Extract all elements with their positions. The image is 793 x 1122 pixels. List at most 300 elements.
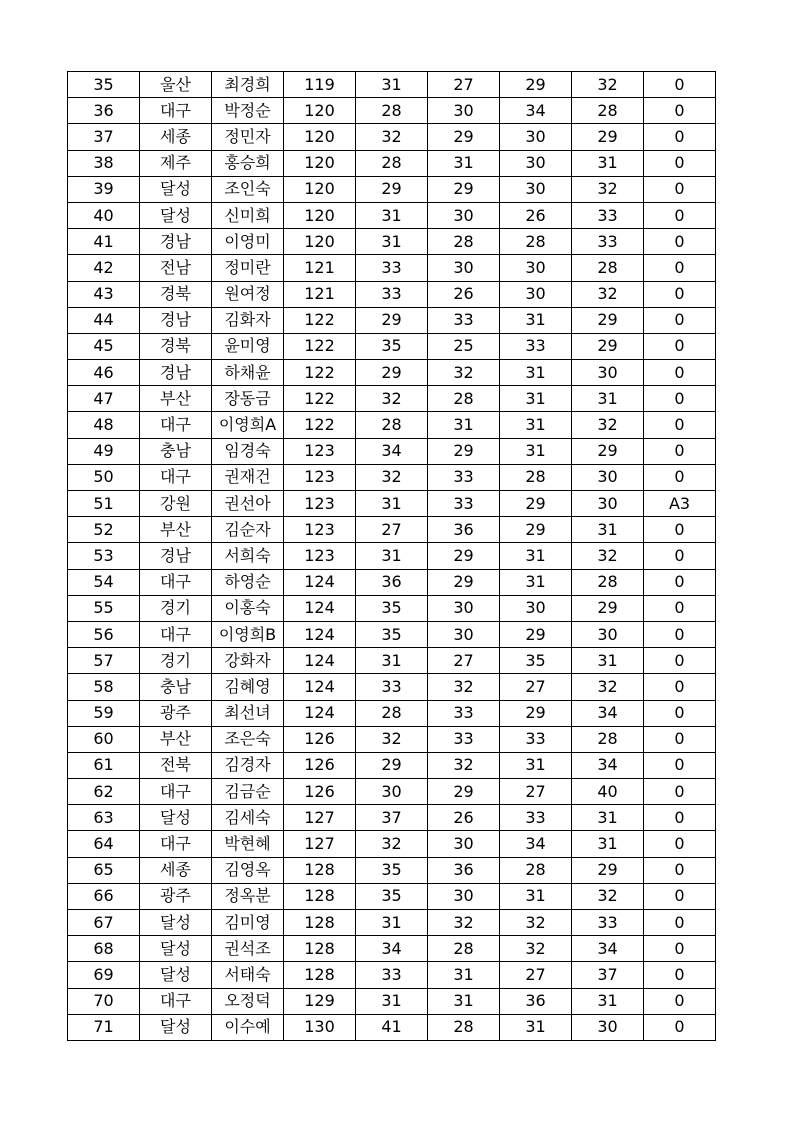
round-2-score-cell: 36 [428,517,500,543]
round-2-score-cell: 36 [428,857,500,883]
region-cell: 대구 [140,988,212,1014]
round-3-score-cell: 30 [500,124,572,150]
round-3-score-cell: 34 [500,831,572,857]
round-1-score-cell: 28 [356,150,428,176]
rank-cell: 42 [68,255,140,281]
round-3-score-cell: 31 [500,569,572,595]
round-1-score-cell: 33 [356,255,428,281]
region-cell: 경남 [140,307,212,333]
rank-cell: 39 [68,176,140,202]
round-2-score-cell: 30 [428,621,500,647]
note-cell: 0 [644,674,716,700]
total-score-cell: 122 [284,333,356,359]
note-cell: 0 [644,412,716,438]
region-cell: 경기 [140,595,212,621]
note-cell: 0 [644,936,716,962]
round-4-score-cell: 29 [572,124,644,150]
note-cell: 0 [644,202,716,228]
round-3-score-cell: 27 [500,779,572,805]
note-cell: 0 [644,595,716,621]
round-2-score-cell: 26 [428,805,500,831]
note-cell: 0 [644,281,716,307]
round-2-score-cell: 29 [428,124,500,150]
rank-cell: 43 [68,281,140,307]
note-cell: 0 [644,98,716,124]
round-4-score-cell: 33 [572,202,644,228]
region-cell: 경남 [140,360,212,386]
region-cell: 경북 [140,281,212,307]
region-cell: 전북 [140,752,212,778]
name-cell: 조은숙 [212,726,284,752]
round-1-score-cell: 32 [356,464,428,490]
table-row [68,883,716,909]
round-2-score-cell: 27 [428,648,500,674]
rank-cell: 56 [68,621,140,647]
round-1-score-cell: 34 [356,438,428,464]
round-4-score-cell: 31 [572,648,644,674]
rank-cell: 41 [68,229,140,255]
round-4-score-cell: 31 [572,150,644,176]
total-score-cell: 122 [284,386,356,412]
table-row [68,150,716,176]
round-2-score-cell: 25 [428,333,500,359]
name-cell: 하영순 [212,569,284,595]
name-cell: 권재건 [212,464,284,490]
rank-cell: 35 [68,72,140,98]
rank-cell: 52 [68,517,140,543]
name-cell: 최선녀 [212,700,284,726]
name-cell: 서태숙 [212,962,284,988]
rank-cell: 49 [68,438,140,464]
name-cell: 김혜영 [212,674,284,700]
total-score-cell: 124 [284,648,356,674]
round-3-score-cell: 31 [500,543,572,569]
rank-cell: 68 [68,936,140,962]
round-2-score-cell: 30 [428,595,500,621]
round-4-score-cell: 31 [572,831,644,857]
total-score-cell: 124 [284,700,356,726]
table-row [68,255,716,281]
round-3-score-cell: 31 [500,412,572,438]
table-row [68,491,716,517]
region-cell: 대구 [140,98,212,124]
total-score-cell: 120 [284,176,356,202]
round-3-score-cell: 35 [500,648,572,674]
round-1-score-cell: 29 [356,307,428,333]
total-score-cell: 129 [284,988,356,1014]
round-2-score-cell: 29 [428,543,500,569]
table-row [68,333,716,359]
round-3-score-cell: 31 [500,438,572,464]
table-row [68,674,716,700]
round-1-score-cell: 27 [356,517,428,543]
name-cell: 하채윤 [212,360,284,386]
note-cell: 0 [644,621,716,647]
name-cell: 정민자 [212,124,284,150]
round-1-score-cell: 35 [356,857,428,883]
round-3-score-cell: 30 [500,595,572,621]
total-score-cell: 122 [284,307,356,333]
round-2-score-cell: 30 [428,255,500,281]
note-cell: 0 [644,910,716,936]
note-cell: 0 [644,464,716,490]
round-4-score-cell: 31 [572,517,644,543]
round-2-score-cell: 31 [428,150,500,176]
round-2-score-cell: 28 [428,229,500,255]
round-4-score-cell: 32 [572,281,644,307]
round-2-score-cell: 29 [428,438,500,464]
name-cell: 강화자 [212,648,284,674]
name-cell: 정옥분 [212,883,284,909]
round-3-score-cell: 33 [500,333,572,359]
total-score-cell: 127 [284,805,356,831]
round-4-score-cell: 29 [572,438,644,464]
round-1-score-cell: 33 [356,281,428,307]
note-cell: 0 [644,805,716,831]
rank-cell: 40 [68,202,140,228]
total-score-cell: 123 [284,543,356,569]
table-row [68,936,716,962]
rank-cell: 62 [68,779,140,805]
region-cell: 대구 [140,621,212,647]
total-score-cell: 127 [284,831,356,857]
table-row [68,700,716,726]
name-cell: 김미영 [212,910,284,936]
rank-cell: 61 [68,752,140,778]
total-score-cell: 120 [284,124,356,150]
total-score-cell: 123 [284,517,356,543]
table-row [68,831,716,857]
round-4-score-cell: 34 [572,936,644,962]
round-3-score-cell: 31 [500,360,572,386]
round-3-score-cell: 29 [500,621,572,647]
region-cell: 달성 [140,936,212,962]
round-4-score-cell: 30 [572,464,644,490]
region-cell: 제주 [140,150,212,176]
table-row [68,726,716,752]
total-score-cell: 122 [284,412,356,438]
total-score-cell: 128 [284,936,356,962]
round-4-score-cell: 29 [572,857,644,883]
region-cell: 충남 [140,674,212,700]
round-3-score-cell: 29 [500,72,572,98]
rank-cell: 38 [68,150,140,176]
region-cell: 달성 [140,202,212,228]
region-cell: 전남 [140,255,212,281]
round-2-score-cell: 29 [428,176,500,202]
name-cell: 오정덕 [212,988,284,1014]
note-cell: 0 [644,569,716,595]
round-1-score-cell: 41 [356,1014,428,1040]
round-3-score-cell: 34 [500,98,572,124]
round-4-score-cell: 32 [572,176,644,202]
round-2-score-cell: 30 [428,883,500,909]
name-cell: 권석조 [212,936,284,962]
name-cell: 이영희B [212,621,284,647]
round-2-score-cell: 29 [428,569,500,595]
round-3-score-cell: 26 [500,202,572,228]
round-1-score-cell: 31 [356,988,428,1014]
round-4-score-cell: 33 [572,910,644,936]
name-cell: 김세숙 [212,805,284,831]
note-cell: 0 [644,333,716,359]
round-1-score-cell: 30 [356,779,428,805]
total-score-cell: 123 [284,438,356,464]
round-4-score-cell: 32 [572,412,644,438]
region-cell: 달성 [140,805,212,831]
round-4-score-cell: 33 [572,229,644,255]
rank-cell: 66 [68,883,140,909]
round-4-score-cell: 28 [572,98,644,124]
round-1-score-cell: 31 [356,543,428,569]
round-1-score-cell: 29 [356,176,428,202]
round-4-score-cell: 29 [572,333,644,359]
note-cell: 0 [644,176,716,202]
round-3-score-cell: 32 [500,936,572,962]
round-2-score-cell: 30 [428,98,500,124]
region-cell: 경남 [140,543,212,569]
round-1-score-cell: 28 [356,412,428,438]
round-2-score-cell: 33 [428,464,500,490]
table-row [68,857,716,883]
round-2-score-cell: 26 [428,281,500,307]
note-cell: 0 [644,124,716,150]
table-row [68,805,716,831]
rank-cell: 67 [68,910,140,936]
round-1-score-cell: 37 [356,805,428,831]
round-1-score-cell: 31 [356,648,428,674]
region-cell: 달성 [140,176,212,202]
round-2-score-cell: 28 [428,386,500,412]
table-row [68,438,716,464]
round-3-score-cell: 31 [500,883,572,909]
region-cell: 세종 [140,124,212,150]
table-row [68,72,716,98]
table-row [68,307,716,333]
round-3-score-cell: 29 [500,491,572,517]
region-cell: 부산 [140,386,212,412]
round-3-score-cell: 32 [500,910,572,936]
round-3-score-cell: 33 [500,805,572,831]
rank-cell: 59 [68,700,140,726]
round-2-score-cell: 27 [428,72,500,98]
round-1-score-cell: 34 [356,936,428,962]
name-cell: 박정순 [212,98,284,124]
region-cell: 부산 [140,517,212,543]
name-cell: 정미란 [212,255,284,281]
note-cell: 0 [644,543,716,569]
round-4-score-cell: 30 [572,1014,644,1040]
total-score-cell: 123 [284,464,356,490]
table-row [68,517,716,543]
table-row [68,752,716,778]
round-1-score-cell: 31 [356,910,428,936]
table-row [68,360,716,386]
round-2-score-cell: 30 [428,831,500,857]
region-cell: 대구 [140,464,212,490]
rank-cell: 57 [68,648,140,674]
round-4-score-cell: 31 [572,988,644,1014]
table-row [68,648,716,674]
round-1-score-cell: 36 [356,569,428,595]
round-1-score-cell: 32 [356,831,428,857]
rank-cell: 55 [68,595,140,621]
table-row [68,202,716,228]
region-cell: 대구 [140,779,212,805]
round-1-score-cell: 32 [356,386,428,412]
rank-cell: 45 [68,333,140,359]
rank-cell: 53 [68,543,140,569]
round-2-score-cell: 33 [428,726,500,752]
round-2-score-cell: 28 [428,936,500,962]
round-2-score-cell: 32 [428,360,500,386]
round-4-score-cell: 32 [572,883,644,909]
round-2-score-cell: 33 [428,700,500,726]
round-1-score-cell: 33 [356,962,428,988]
name-cell: 장동금 [212,386,284,412]
round-1-score-cell: 31 [356,229,428,255]
region-cell: 대구 [140,569,212,595]
rank-cell: 60 [68,726,140,752]
table-row [68,281,716,307]
note-cell: 0 [644,150,716,176]
round-4-score-cell: 37 [572,962,644,988]
table-row [68,962,716,988]
note-cell: 0 [644,857,716,883]
total-score-cell: 126 [284,752,356,778]
rank-cell: 36 [68,98,140,124]
round-4-score-cell: 31 [572,805,644,831]
round-2-score-cell: 31 [428,962,500,988]
round-1-score-cell: 31 [356,202,428,228]
note-cell: 0 [644,726,716,752]
note-cell: 0 [644,517,716,543]
note-cell: 0 [644,648,716,674]
round-1-score-cell: 29 [356,360,428,386]
round-1-score-cell: 33 [356,674,428,700]
rank-cell: 58 [68,674,140,700]
round-4-score-cell: 32 [572,674,644,700]
round-4-score-cell: 40 [572,779,644,805]
rank-cell: 48 [68,412,140,438]
round-1-score-cell: 31 [356,72,428,98]
results-table [67,71,716,1041]
note-cell: 0 [644,386,716,412]
note-cell: 0 [644,752,716,778]
total-score-cell: 122 [284,360,356,386]
table-row [68,779,716,805]
round-2-score-cell: 32 [428,910,500,936]
note-cell: 0 [644,988,716,1014]
round-2-score-cell: 31 [428,412,500,438]
round-4-score-cell: 30 [572,621,644,647]
name-cell: 이수예 [212,1014,284,1040]
region-cell: 대구 [140,412,212,438]
total-score-cell: 120 [284,98,356,124]
note-cell: 0 [644,438,716,464]
round-4-score-cell: 28 [572,726,644,752]
rank-cell: 64 [68,831,140,857]
round-2-score-cell: 33 [428,491,500,517]
round-3-score-cell: 30 [500,176,572,202]
rank-cell: 69 [68,962,140,988]
region-cell: 달성 [140,1014,212,1040]
name-cell: 임경숙 [212,438,284,464]
round-1-score-cell: 31 [356,491,428,517]
round-3-score-cell: 29 [500,517,572,543]
note-cell: 0 [644,1014,716,1040]
rank-cell: 71 [68,1014,140,1040]
name-cell: 최경희 [212,72,284,98]
total-score-cell: 124 [284,674,356,700]
round-4-score-cell: 32 [572,543,644,569]
round-2-score-cell: 33 [428,307,500,333]
name-cell: 김화자 [212,307,284,333]
total-score-cell: 128 [284,857,356,883]
total-score-cell: 130 [284,1014,356,1040]
region-cell: 달성 [140,962,212,988]
name-cell: 권선아 [212,491,284,517]
name-cell: 원여정 [212,281,284,307]
note-cell: 0 [644,962,716,988]
table-row [68,910,716,936]
round-4-score-cell: 34 [572,752,644,778]
table-body [68,72,716,1041]
total-score-cell: 128 [284,910,356,936]
region-cell: 세종 [140,857,212,883]
table-row [68,386,716,412]
round-4-score-cell: 31 [572,386,644,412]
table-row [68,124,716,150]
table-row [68,229,716,255]
region-cell: 대구 [140,831,212,857]
round-1-score-cell: 28 [356,98,428,124]
round-4-score-cell: 30 [572,360,644,386]
rank-cell: 47 [68,386,140,412]
table-row [68,464,716,490]
table-row [68,412,716,438]
region-cell: 부산 [140,726,212,752]
name-cell: 홍승희 [212,150,284,176]
round-4-score-cell: 29 [572,595,644,621]
round-1-score-cell: 35 [356,883,428,909]
round-4-score-cell: 30 [572,491,644,517]
total-score-cell: 120 [284,202,356,228]
name-cell: 신미희 [212,202,284,228]
round-3-score-cell: 33 [500,726,572,752]
round-3-score-cell: 28 [500,857,572,883]
region-cell: 경북 [140,333,212,359]
rank-cell: 63 [68,805,140,831]
name-cell: 김금순 [212,779,284,805]
table-row [68,98,716,124]
name-cell: 윤미영 [212,333,284,359]
note-cell: 0 [644,72,716,98]
name-cell: 김영옥 [212,857,284,883]
round-1-score-cell: 35 [356,621,428,647]
rank-cell: 54 [68,569,140,595]
round-4-score-cell: 28 [572,569,644,595]
round-3-score-cell: 31 [500,386,572,412]
region-cell: 울산 [140,72,212,98]
name-cell: 조인숙 [212,176,284,202]
total-score-cell: 123 [284,491,356,517]
total-score-cell: 124 [284,621,356,647]
table-row [68,988,716,1014]
rank-cell: 37 [68,124,140,150]
name-cell: 이영미 [212,229,284,255]
region-cell: 경남 [140,229,212,255]
